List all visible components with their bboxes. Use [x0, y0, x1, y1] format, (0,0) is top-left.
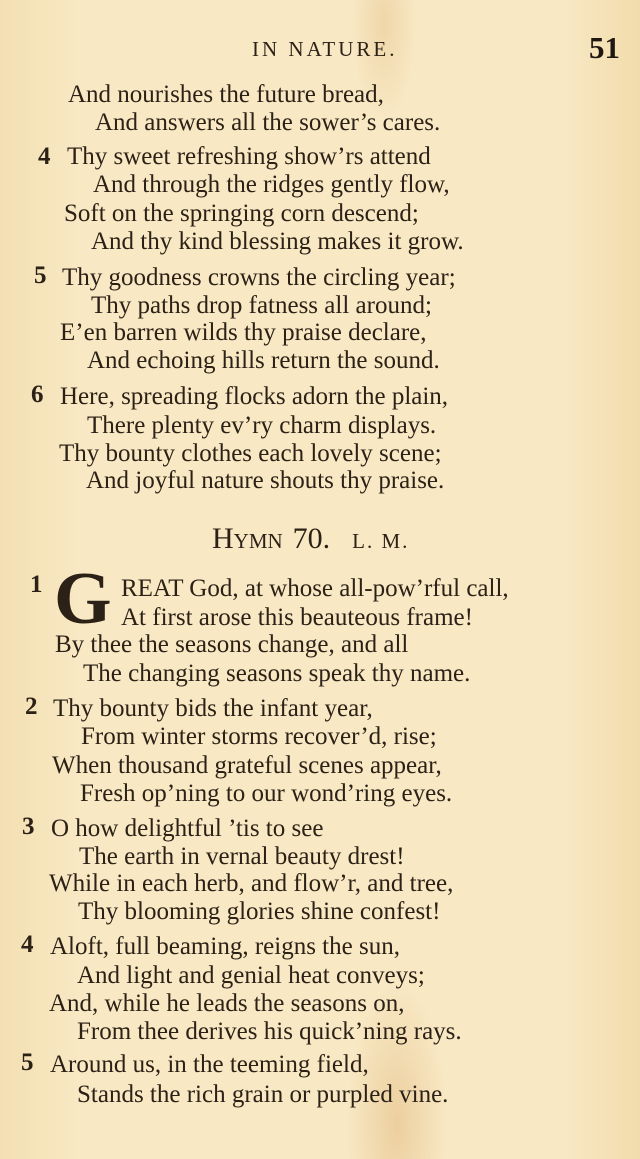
verse-line: When thousand grateful scenes appear,: [52, 752, 442, 779]
verse-number: 4: [21, 931, 34, 958]
hymn-meter: L. M.: [352, 529, 410, 553]
verse-line: And, while he leads the seasons on,: [49, 990, 405, 1017]
verse-number: 6: [31, 381, 44, 408]
verse-line: The earth in vernal beauty drest!: [79, 843, 405, 870]
verse-line: From thee derives his quick’ning rays.: [77, 1018, 462, 1045]
verse-line: And answers all the sower’s cares.: [95, 109, 441, 136]
verse-line: And nourishes the future bread,: [68, 81, 384, 108]
hymn-title: [212, 522, 409, 558]
hymn-title-word: Hymn: [212, 522, 283, 555]
verse-line: Thy bounty clothes each lovely scene;: [59, 440, 442, 467]
verse-line: Stands the rich grain or purpled vine.: [77, 1081, 449, 1108]
verse-line: Around us, in the teeming field,: [50, 1051, 369, 1078]
page-number: 51: [589, 30, 620, 65]
running-title: IN NATURE.: [252, 37, 398, 61]
verse-line: And joyful nature shouts thy praise.: [86, 467, 445, 494]
verse-line: And echoing hills return the sound.: [87, 347, 440, 374]
verse-line: There plenty ev’ry charm displays.: [87, 412, 437, 439]
verse-number: 5: [21, 1049, 34, 1076]
verse-line: At first arose this beauteous frame!: [121, 604, 473, 631]
verse-line: O how delightful ’tis to see: [51, 815, 324, 842]
verse-line: And thy kind blessing makes it grow.: [91, 228, 464, 255]
verse-line: Thy paths drop fatness all around;: [91, 292, 432, 319]
verse-line: And light and genial heat conveys;: [77, 962, 425, 989]
verse-number: 5: [34, 262, 47, 289]
verse-line: By thee the seasons change, and all: [55, 631, 409, 658]
verse-line: While in each herb, and flow’r, and tree,: [49, 870, 454, 897]
verse-line: The changing seasons speak thy name.: [83, 660, 471, 687]
verse-line: Thy sweet refreshing show’rs attend: [67, 143, 431, 170]
verse-line: And through the ridges gently flow,: [93, 171, 450, 198]
verse-line: REAT God, at whose all-pow’rful call,: [121, 575, 509, 602]
verse-number: 3: [22, 813, 35, 840]
verse-number: 1: [30, 571, 43, 598]
verse-number: 4: [38, 143, 51, 170]
verse-line: Fresh op’ning to our wond’ring eyes.: [80, 780, 453, 807]
verse-line: Thy blooming glories shine confest!: [78, 898, 441, 925]
verse-number: 2: [25, 693, 38, 720]
hymn-number: 70.: [292, 522, 331, 555]
drop-cap: G: [54, 558, 112, 640]
verse-line: Soft on the springing corn descend;: [64, 200, 419, 227]
verse-line: Thy goodness crowns the circling year;: [62, 264, 456, 291]
verse-line: Thy bounty bids the infant year,: [53, 695, 373, 722]
verse-line: Here, spreading flocks adorn the plain,: [60, 383, 449, 410]
verse-line: From winter storms recover’d, rise;: [81, 723, 437, 750]
verse-line: E’en barren wilds thy praise declare,: [60, 319, 427, 346]
verse-line: Aloft, full beaming, reigns the sun,: [50, 933, 400, 960]
